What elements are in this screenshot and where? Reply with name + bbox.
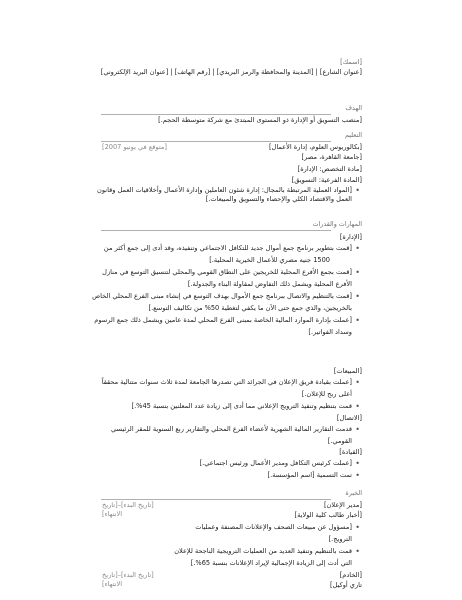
skills-communication-list xyxy=(92,425,362,449)
education-major: [مادة التخصص: الإدارة] xyxy=(297,165,362,173)
contact-line: [عنوان الشارع] | [المدينة والمحافظة والرمز البريدي] | [رقم الهاتف] | [عنوان البريد الإلكتروني] xyxy=(100,68,362,76)
education-degree: [بكالوريوس العلوم، إدارة الأعمال] xyxy=(268,143,362,151)
list-item: • قدمت التقارير المالية الشهرية لأعضاء الفرع المحلي والتقارير ربع السنوية للمقر الرئيسي القومي.] xyxy=(92,425,362,446)
skills-management-label: [الإدارة] xyxy=(339,233,362,241)
skills-leadership-list xyxy=(92,459,362,483)
list-item: • [قمت بتطوير برنامج جمع أموال جديد للتكافل الاجتماعي وتنفيذه، وقد أدى إلى جمع أكثر من 1500 جنيه مصري للأعمال الخيرية المحلية.] xyxy=(92,244,362,265)
list-item: • تمت التسمية [اسم المؤسسة.] xyxy=(92,471,362,480)
objective-heading: الهدف xyxy=(345,104,362,112)
job-1-dates: [تاريخ البدء]–[تاريخ الانتهاء] xyxy=(102,501,154,518)
candidate-name: [اسمك] xyxy=(340,58,362,66)
skills-leadership-label: [القيادة] xyxy=(339,448,362,456)
list-item: • [عملت بإدارة الموارد المالية الخاصة بمبنى الفرع المحلي لمدة عامين ويشمل ذلك جمع الرسوم وسداد الفواتير.] xyxy=(92,316,362,337)
education-courses xyxy=(82,186,362,204)
courses-line-1: • [المواد العملية المرتبطة بالمجال: إدارة شئون العاملين وإدارة الأعمال وأخلاقيات العمل وقانون xyxy=(97,186,352,194)
job-1-company: [أخبار طالب كلية الولاية] xyxy=(294,511,362,519)
skills-sales-list xyxy=(92,378,362,414)
job-2-company: تاري أوكيل] xyxy=(330,581,362,589)
skills-sales-label: [المبيعات] xyxy=(333,367,362,375)
job-2-title: [الخادم] xyxy=(339,571,362,579)
education-heading: التعليم xyxy=(344,131,362,139)
courses-line-2: العمل والاقتصاد الكلي والإحصاء والتسويق والمبيعات.] xyxy=(205,195,352,203)
objective-text: [منصب التسويق أو الإدارة ذو المستوى المبتدئ مع شركة متوسطة الحجم.] xyxy=(158,116,362,124)
job-1-title: [مدير الإعلان] xyxy=(323,501,362,509)
education-date: [متوقع في يونيو 2007] xyxy=(102,143,167,151)
list-item: • [عملت بقيادة فريق الإعلان في الجرائد التي تصدرها الجامعة لمدة ثلاث سنوات متتالية محققاً أعلى ربح للإعلان.] xyxy=(92,378,362,399)
list-item: • [قمت بالتنظيم والاتصال ببرنامج جمع الأموال بهدف التوسع في إنشاء مبنى الفرع المحلي الخاص بالخريجين، والذي جمع حتى الآن ما يكفي لتغطية 50% من تكاليف التوسع.] xyxy=(92,292,362,313)
education-rule xyxy=(101,141,331,142)
skills-rule xyxy=(101,230,331,231)
education-university: [جامعة القاهرة، مصر] xyxy=(301,153,362,161)
experience-heading: الخبرة xyxy=(345,489,362,497)
list-item: • [قمت بجمع الأفرع المحلية للخريجين على النطاق القومي والمحلي لتنسيق التوسع في منازل الأفرع المحلية ويشمل ذلك التفاوض لمقاولة البناء والجدولة.] xyxy=(92,268,362,289)
education-minor: [المادة الفرعية: التسويق] xyxy=(291,176,362,184)
skills-heading: المهارات والقدرات xyxy=(312,220,362,228)
list-item: • [عملت كرئيس التكافل ومدير الأعمال ورئيس اجتماعي.] xyxy=(92,459,362,468)
objective-rule xyxy=(101,114,331,115)
skills-management-list xyxy=(92,244,362,340)
list-item: • قمت بالتنظيم وتنفيذ العديد من العمليات الترويجية الناجحة للإعلان التي أدت إلى الزيادة الإجمالية لإيراد الإعلانات بنسبة 65%.] xyxy=(162,547,362,568)
list-item: • قمت بتنظيم وتنفيذ الترويج الإعلاني مما أدى إلى زيادة عدد المعلنين بنسبة 45%.] xyxy=(92,402,362,411)
job-2-dates: [تاريخ البدء]–[تاريخ الانتهاء] xyxy=(102,571,154,588)
list-item: • [مسؤول عن مبيعات الصحف والإعلانات المصنفة وعمليات الترويج.] xyxy=(162,523,362,544)
experience-rule xyxy=(101,499,331,500)
skills-communication-label: [الاتصال] xyxy=(336,414,362,422)
job-1-bullets xyxy=(162,523,362,571)
